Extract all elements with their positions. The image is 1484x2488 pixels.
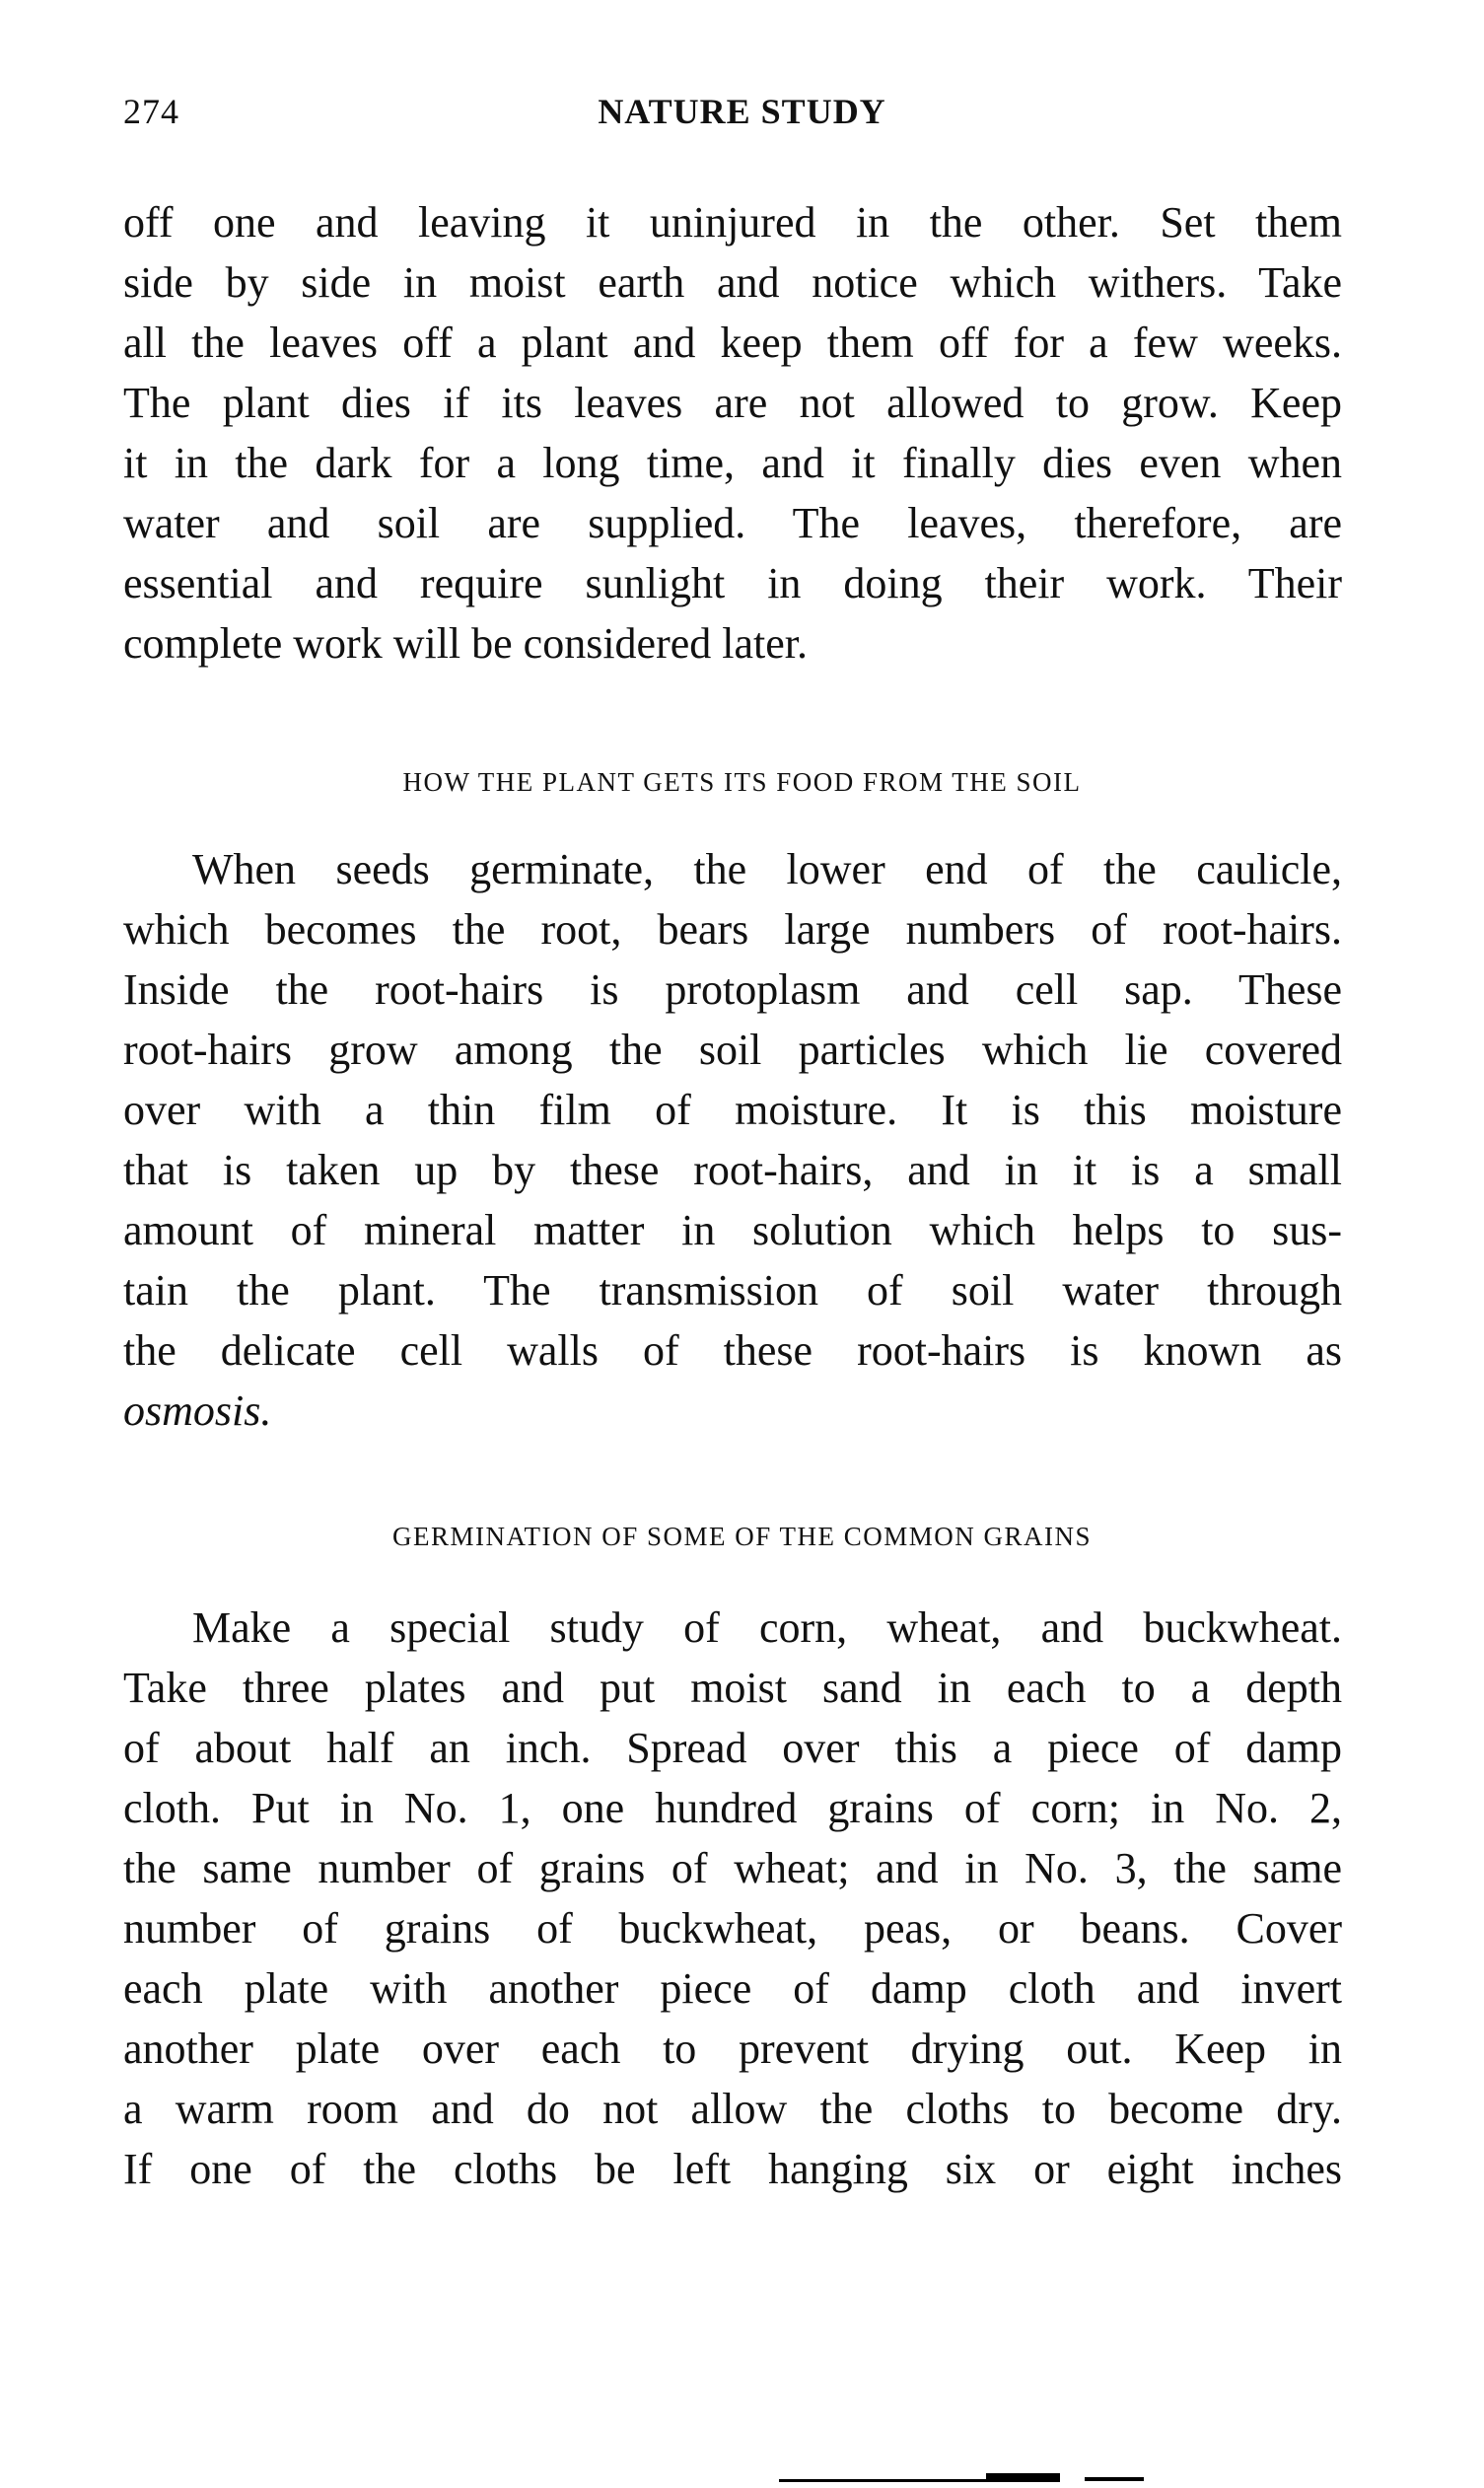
scan-rule-left (779, 2479, 1060, 2482)
text-line: water and soil are supplied. The leaves, therefore, are (123, 499, 1342, 547)
text-line: that is taken up by these root-hairs, and in it is a small (123, 1146, 1342, 1194)
section-heading-soil: HOW THE PLANT GETS ITS FOOD FROM THE SOIL (402, 767, 1082, 797)
running-title: NATURE STUDY (598, 92, 886, 131)
text-line: Make a special study of corn, wheat, and buckwheat. (192, 1603, 1342, 1652)
paragraph-3 (123, 1598, 1342, 2199)
text-line: If one of the cloths be left hanging six or eight inches (123, 2145, 1342, 2193)
text-line (123, 1381, 1342, 1441)
text-line: tain the plant. The transmission of soil water through (123, 1266, 1342, 1315)
page-number: 274 (123, 92, 179, 131)
text-line: over with a thin film of moisture. It is this moisture (123, 1086, 1342, 1134)
text-line: When seeds germinate, the lower end of the caulicle, (192, 845, 1342, 893)
text-line: cloth. Put in No. 1, one hundred grains of corn; in No. 2, (123, 1784, 1342, 1832)
text-line: the delicate cell walls of these root-hairs is known as (123, 1326, 1342, 1375)
text-line: it in the dark for a long time, and it finally dies even when (123, 439, 1342, 487)
text-line: each plate with another piece of damp cloth and invert (123, 1964, 1342, 2013)
scan-rule-right (1085, 2477, 1144, 2481)
text-line: complete work will be considered later. (123, 619, 808, 668)
text-line: Inside the root-hairs is protoplasm and cell sap. These (123, 965, 1342, 1014)
paragraph-2 (123, 839, 1342, 1441)
text-line: of about half an inch. Spread over this a piece of damp (123, 1724, 1342, 1772)
text-line: root-hairs grow among the soil particles which lie covered (123, 1026, 1342, 1074)
text-line: Take three plates and put moist sand in each to a depth (123, 1664, 1342, 1712)
text-line: off one and leaving it uninjured in the other. Set them (123, 198, 1342, 247)
paragraph-1 (123, 192, 1342, 674)
text-line: all the leaves off a plant and keep them off for a few weeks. (123, 319, 1342, 367)
text-line: which becomes the root, bears large numbers of root-hairs. (123, 905, 1342, 954)
text-line: The plant dies if its leaves are not allowed to grow. Keep (123, 379, 1342, 427)
text-line: another plate over each to prevent drying out. Keep in (123, 2025, 1342, 2073)
text-line: amount of mineral matter in solution which helps to sus- (123, 1206, 1342, 1254)
text-line: the same number of grains of wheat; and in No. 3, the same (123, 1844, 1342, 1892)
text-line: number of grains of buckwheat, peas, or beans. Cover (123, 1904, 1342, 1953)
text-line: essential and require sunlight in doing their work. Their (123, 559, 1342, 607)
text-line: a warm room and do not allow the cloths to become dry. (123, 2085, 1342, 2133)
italic-term: osmosis. (123, 1386, 272, 1435)
scan-rule-thick (986, 2473, 1060, 2479)
section-heading-germination: GERMINATION OF SOME OF THE COMMON GRAINS (391, 1522, 1093, 1551)
text-line: side by side in moist earth and notice which withers. Take (123, 258, 1342, 307)
